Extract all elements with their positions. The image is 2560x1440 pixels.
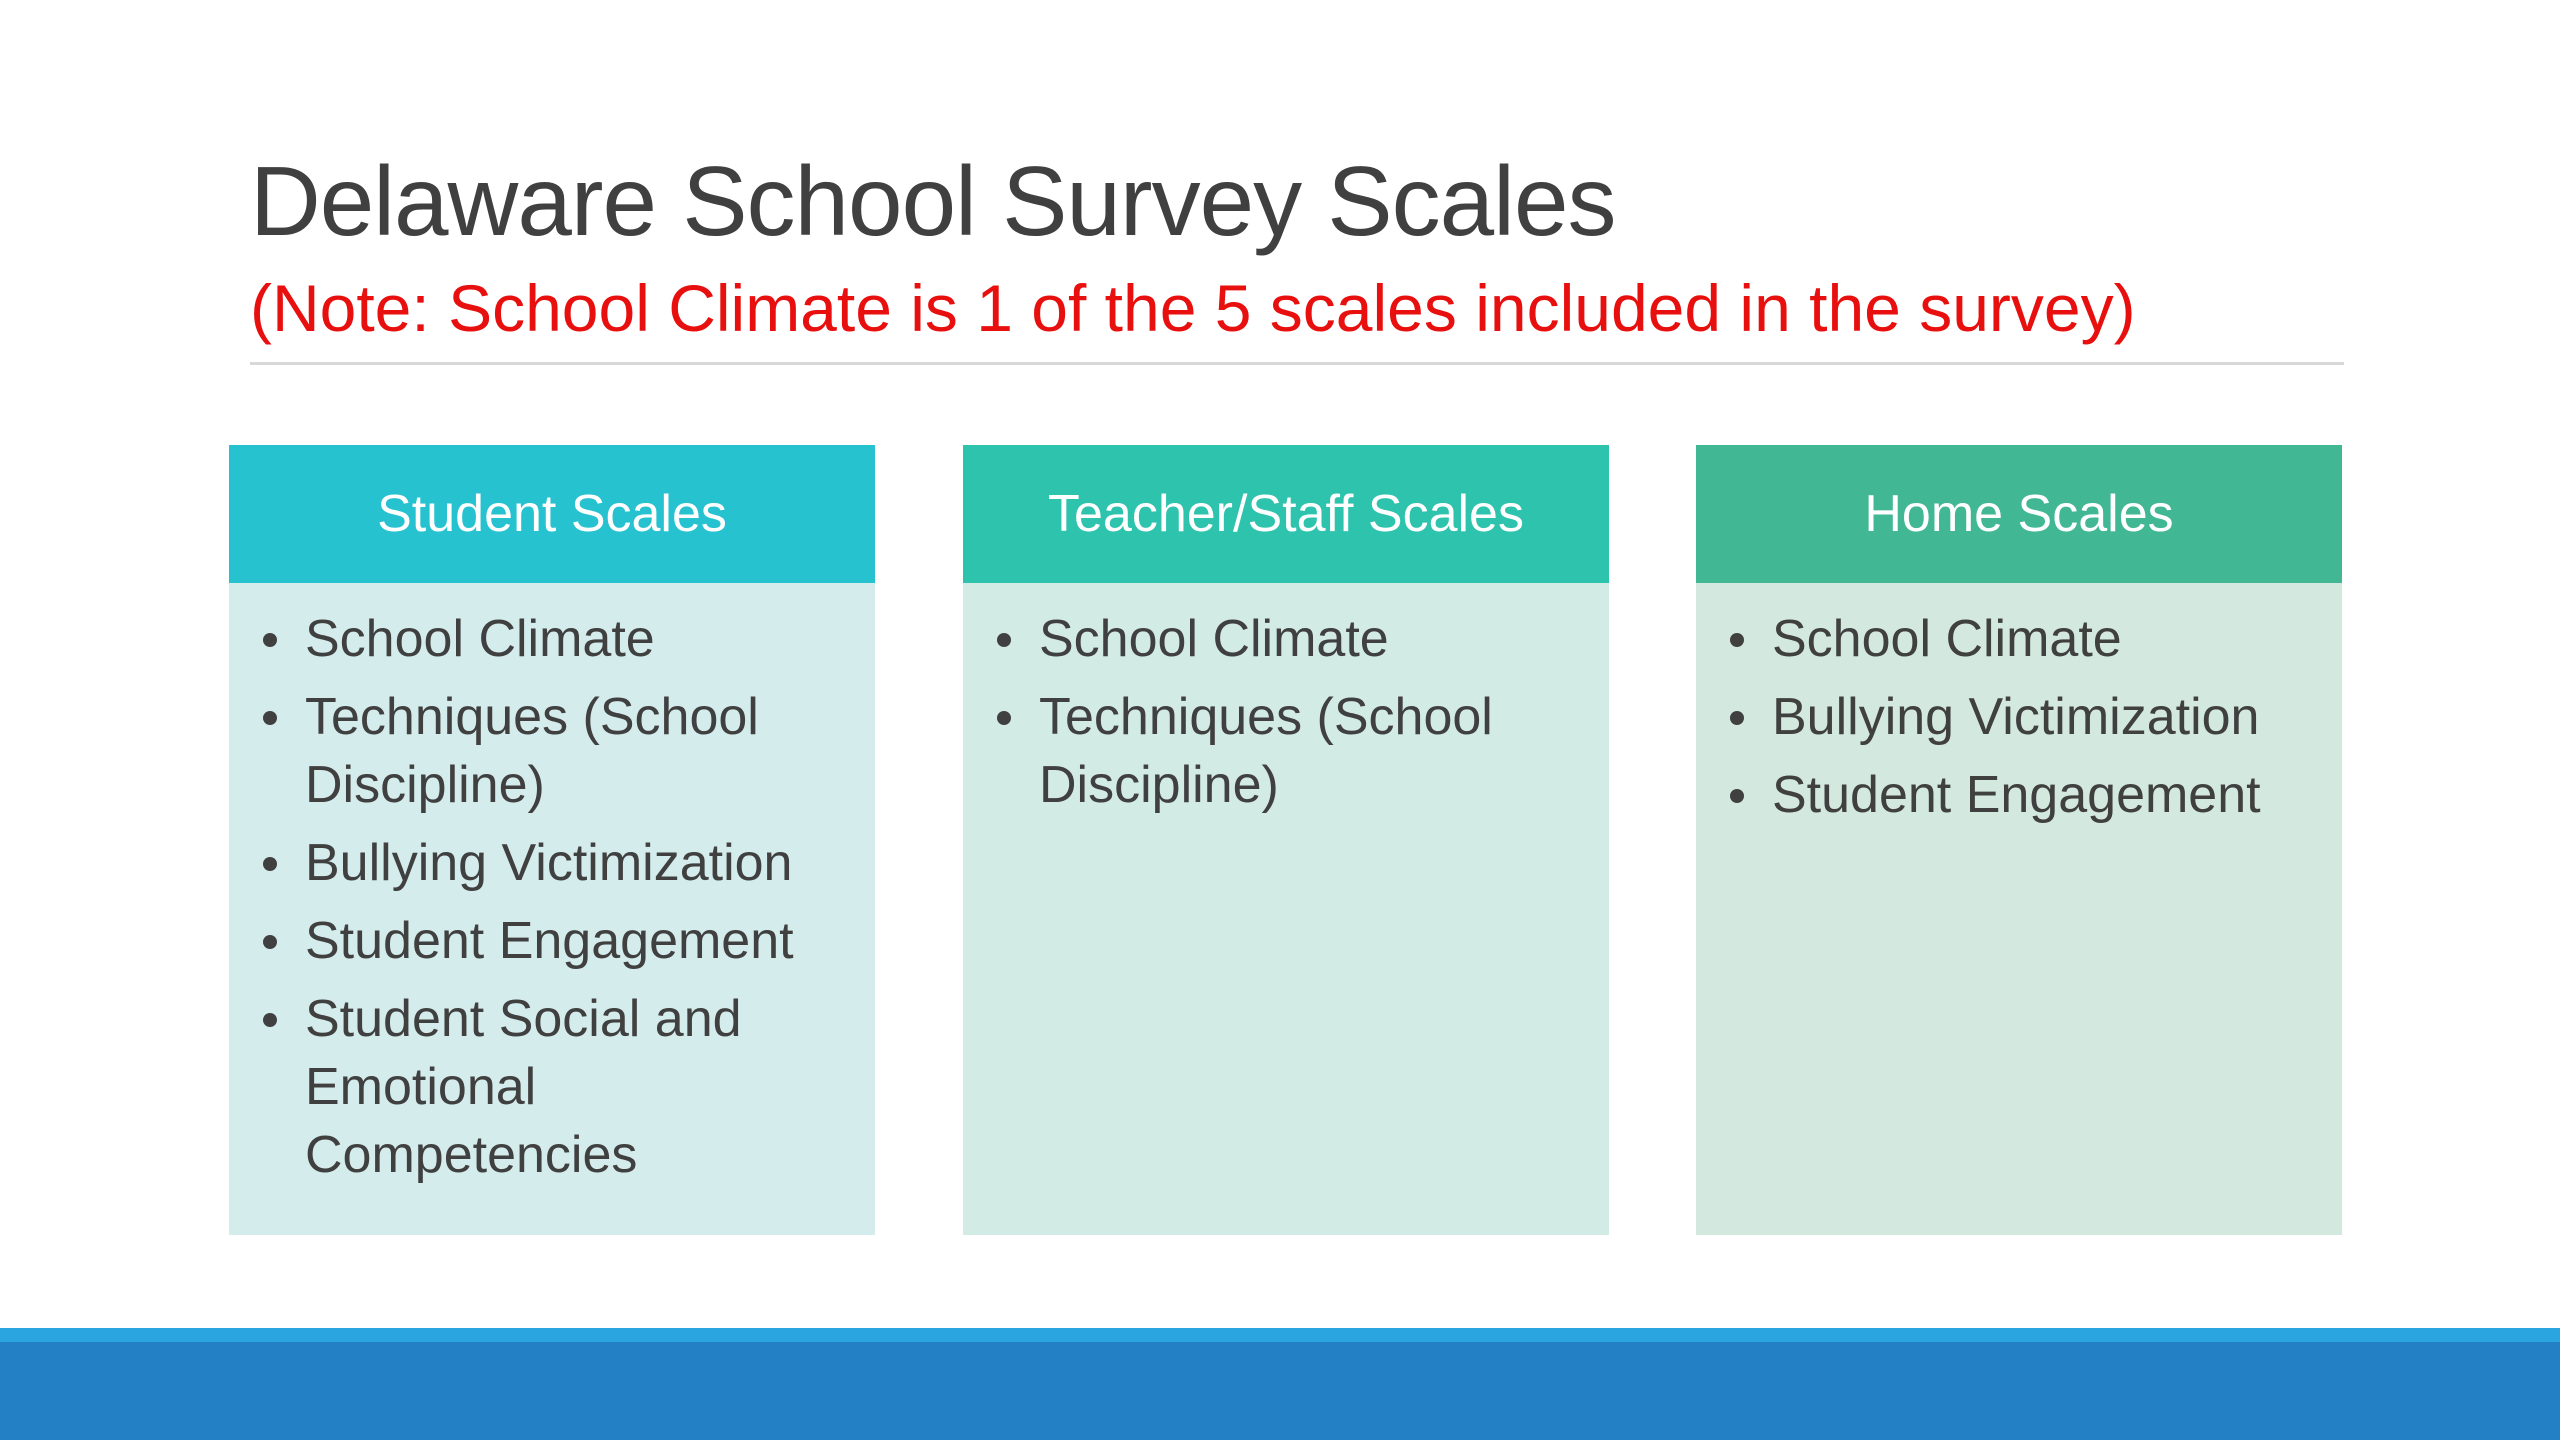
bullet-icon (263, 711, 277, 725)
card-header: Teacher/Staff Scales (963, 445, 1609, 583)
teacher-staff-scales-card (963, 445, 1609, 1235)
list-item (997, 683, 1579, 819)
list-item-label: School Climate (1772, 610, 2122, 668)
list-item (263, 605, 845, 673)
card-header: Home Scales (1696, 445, 2342, 583)
card-header: Student Scales (229, 445, 875, 583)
list-item-label: Bullying Victimization (1772, 688, 2260, 746)
student-scales-card (229, 445, 875, 1235)
bullet-icon (263, 633, 277, 647)
list-item (263, 985, 845, 1189)
bullet-icon (1730, 789, 1744, 803)
bullet-icon (263, 935, 277, 949)
bullet-icon (263, 1013, 277, 1027)
list-item (263, 683, 845, 819)
list-item (263, 907, 845, 975)
list-item-label: Techniques (School Discipline) (305, 688, 759, 814)
list-item-label: School Climate (305, 610, 655, 668)
list-item-label: Student Engagement (305, 912, 794, 970)
card-body (1696, 583, 2342, 1235)
bullet-icon (997, 711, 1011, 725)
title-divider (250, 362, 2344, 365)
list-item-label: Student Engagement (1772, 766, 2261, 824)
list-item (1730, 605, 2312, 673)
slide-subtitle: (Note: School Climate is 1 of the 5 scales included in the survey) (250, 271, 2136, 345)
bullet-icon (263, 857, 277, 871)
bullet-icon (1730, 711, 1744, 725)
list-item-label: School Climate (1039, 610, 1389, 668)
scale-list (263, 605, 845, 1189)
home-scales-card (1696, 445, 2342, 1235)
slide-title: Delaware School Survey Scales (250, 146, 1616, 256)
scale-list (1730, 605, 2312, 829)
card-body (229, 583, 875, 1235)
list-item (1730, 761, 2312, 829)
list-item-label: Techniques (School Discipline) (1039, 688, 1493, 814)
bullet-icon (997, 633, 1011, 647)
footer-band (0, 1342, 2560, 1440)
list-item-label: Student Social and Emotional Competencies (305, 990, 742, 1184)
list-item-label: Bullying Victimization (305, 834, 793, 892)
list-item (1730, 683, 2312, 751)
bullet-icon (1730, 633, 1744, 647)
card-body (963, 583, 1609, 1235)
list-item (263, 829, 845, 897)
footer-accent-stripe (0, 1328, 2560, 1342)
scale-list (997, 605, 1579, 819)
list-item (997, 605, 1579, 673)
